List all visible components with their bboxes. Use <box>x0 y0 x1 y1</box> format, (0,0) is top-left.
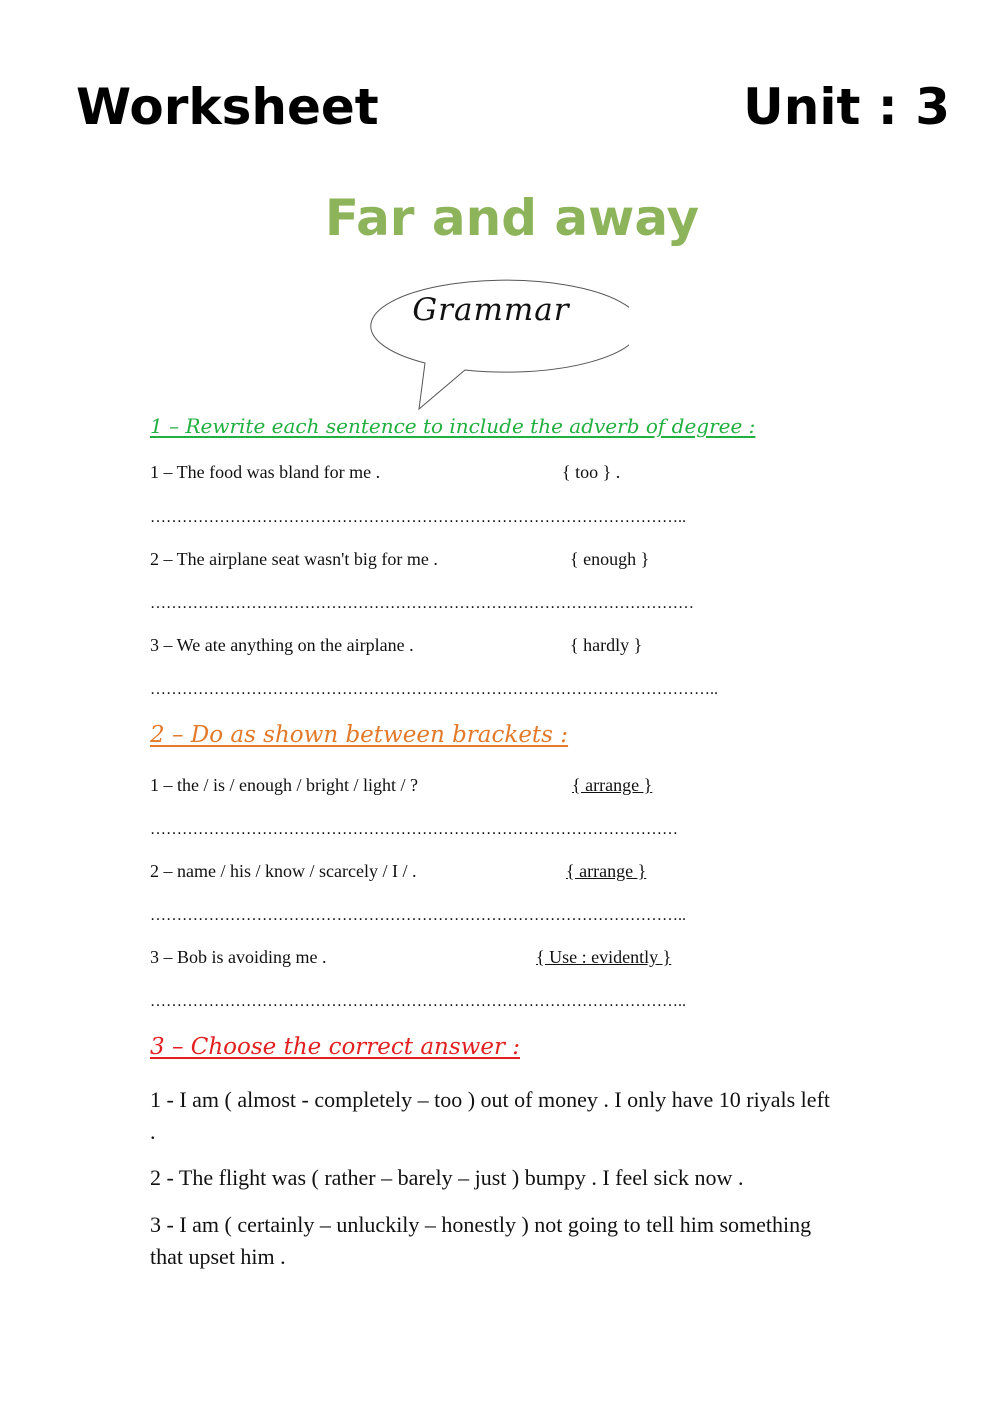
speech-bubble-icon <box>355 268 629 413</box>
s2-answer-line-2[interactable]: ……………………………………………………………………………………….. <box>150 907 686 924</box>
s2-question-1: 1 – the / is / enough / bright / light / ? <box>150 775 418 795</box>
s3-question-1: 1 - I am ( almost - completely – too ) out of money . I only have 10 riyals left . <box>150 1087 831 1144</box>
s2-hint-1: { arrange } <box>572 775 653 795</box>
s1-hint-1: { too } . <box>562 462 621 482</box>
s1-answer-line-3[interactable]: …………………………………………………………………………………………….. <box>150 681 718 698</box>
section-3-title: 3 – Choose the correct answer : <box>150 1034 521 1060</box>
s2-answer-line-3[interactable]: ……………………………………………………………………………………….. <box>150 993 686 1010</box>
s2-question-3: 3 – Bob is avoiding me . <box>150 947 327 967</box>
s1-question-2: 2 – The airplane seat wasn't big for me . <box>150 549 438 569</box>
s3-question-3: 3 - I am ( certainly – unluckily – honestly ) not going to tell him something that upset him . <box>150 1212 812 1269</box>
s1-answer-line-1[interactable]: ……………………………………………………………………………………….. <box>150 509 686 526</box>
worksheet-heading: Worksheet <box>76 78 379 136</box>
s1-question-1: 1 – The food was bland for me . <box>150 462 381 482</box>
s1-hint-2: { enough } <box>570 549 650 569</box>
unit-heading: Unit : 3 <box>743 78 950 136</box>
bubble-label: Grammar <box>412 292 570 328</box>
s1-question-3: 3 – We ate anything on the airplane . <box>150 635 414 655</box>
s3-question-2: 2 - The flight was ( rather – barely – just ) bumpy . I feel sick now . <box>150 1165 744 1190</box>
s2-answer-line-1[interactable]: ……………………………………………………………………………………… <box>150 821 678 838</box>
section-1-title: 1 – Rewrite each sentence to include the adverb of degree : <box>150 414 756 438</box>
section-2-title: 2 – Do as shown between brackets : <box>150 722 569 748</box>
s2-question-2: 2 – name / his / know / scarcely / I / . <box>150 861 417 881</box>
s2-hint-2: { arrange } <box>566 861 647 881</box>
s2-hint-3: { Use : evidently } <box>536 947 672 967</box>
s1-answer-line-2[interactable]: ………………………………………………………………………………………… <box>150 595 694 612</box>
s1-hint-3: { hardly } <box>570 635 643 655</box>
page-title: Far and away <box>324 189 700 247</box>
